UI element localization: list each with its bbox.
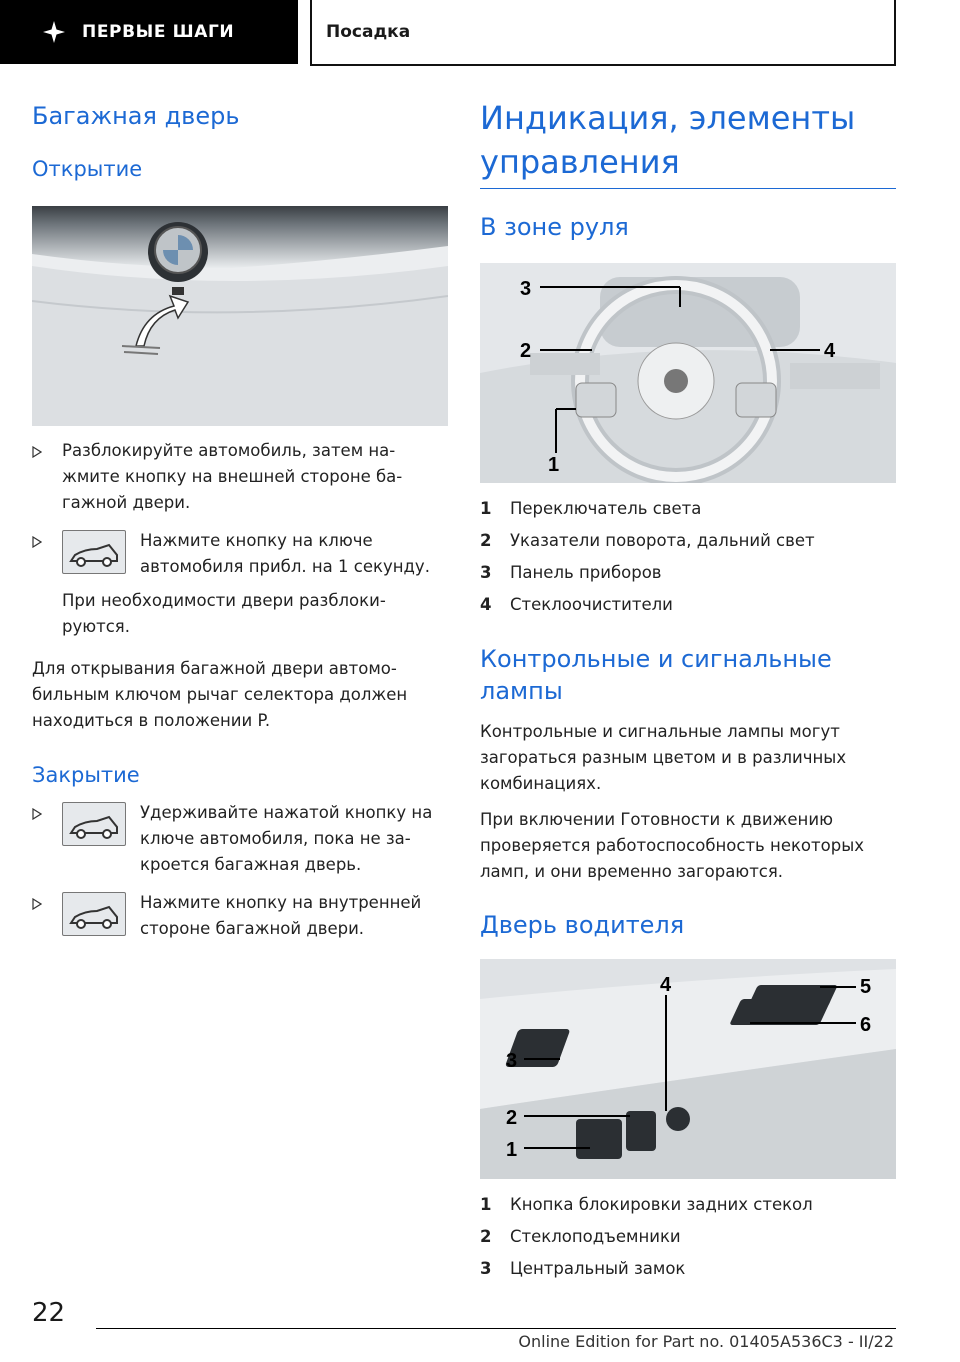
legend-item: 2 Указатели поворота, дальний свет	[480, 531, 815, 550]
footer-divider	[96, 1328, 896, 1329]
steering-callout-3: 3	[520, 278, 532, 300]
legend-item: 3 Панель приборов	[480, 563, 662, 582]
steering-heading: В зоне руля	[480, 213, 629, 241]
bullet-triangle-icon	[32, 446, 42, 458]
tailgate-button-icon	[62, 892, 126, 936]
steering-callout-2: 2	[520, 340, 532, 362]
open-heading: Открытие	[32, 157, 143, 181]
controls-title: Индикация, элементы управления	[480, 99, 856, 181]
page-number: 22	[32, 1298, 66, 1328]
door-callout-2: 2	[506, 1107, 518, 1129]
lamps-paragraph-1: Контрольные и сигнальные лампы могут загораться разным цветом и в различных комбинациях.	[480, 722, 847, 793]
door-callout-3: 3	[506, 1050, 518, 1072]
bullet-triangle-icon	[32, 808, 42, 820]
legend-item: 1 Переключатель света	[480, 499, 702, 518]
bmw-logo-icon	[155, 227, 201, 273]
steering-callout-4: 4	[824, 340, 836, 362]
legend-item: 1 Кнопка блокировки задних стекол	[480, 1195, 813, 1214]
car-key-icon	[62, 802, 126, 846]
star-icon	[40, 18, 68, 46]
right-column	[480, 96, 896, 1285]
lamps-heading: Контрольные и сигнальные лампы	[480, 645, 832, 705]
chapter-tab	[310, 0, 896, 66]
door-callout-5: 5	[860, 976, 872, 998]
lamps-paragraph-2: При включении Готовности к движению проверяется работоспособность некоторых ламп, и они временно загораются.	[480, 810, 865, 881]
close-step-2: Нажмите кнопку на внутренней стороне багажной двери.	[32, 890, 448, 942]
chapter-title: Посадка	[326, 22, 411, 42]
legend-item: 4 Стеклоочистители	[480, 595, 673, 614]
open-step-1: Разблокируйте автомобиль, затем на-жмите кнопку на внешней стороне ба-гажной двери.	[32, 438, 448, 516]
bullet-triangle-icon	[32, 898, 42, 910]
section-tab	[0, 0, 298, 64]
door-callout-6: 6	[860, 1014, 872, 1036]
steering-legend	[480, 493, 896, 621]
driver-door-heading: Дверь водителя	[480, 911, 685, 939]
door-legend	[480, 1189, 896, 1285]
door-callout-4: 4	[660, 974, 672, 996]
steering-callout-1: 1	[548, 454, 560, 476]
close-step-1: Удерживайте нажатой кнопку на ключе автомобиля, пока не за-кроется багажная дверь.	[32, 800, 448, 878]
open-paragraph: Для открывания багажной двери автомо-бильным ключом рычаг селектора должен находиться в положении P.	[32, 659, 408, 730]
open-note: При необходимости двери разблоки-руются.	[62, 591, 386, 636]
tailgate-title: Багажная дверь	[32, 102, 240, 130]
driver-door-image	[480, 959, 896, 1179]
steering-wheel-image	[480, 263, 896, 483]
section-title: ПЕРВЫЕ ШАГИ	[82, 22, 235, 42]
close-heading: Закрытие	[32, 763, 140, 787]
bullet-triangle-icon	[32, 536, 42, 548]
tailgate-image	[32, 206, 448, 426]
car-key-icon	[62, 530, 126, 574]
legend-item: 3 Центральный замок	[480, 1259, 686, 1278]
open-step-2: Нажмите кнопку на ключе автомобиля прибл. на 1 секунду. При необходимости двери разблоки-руются.	[32, 528, 448, 640]
edition-link[interactable]: Online Edition for Part no. 01405A536C3 - II/22	[518, 1332, 894, 1351]
title-divider	[480, 188, 896, 189]
left-column	[32, 96, 448, 942]
legend-item: 2 Стеклоподъемники	[480, 1227, 681, 1246]
door-callout-1: 1	[506, 1139, 518, 1161]
